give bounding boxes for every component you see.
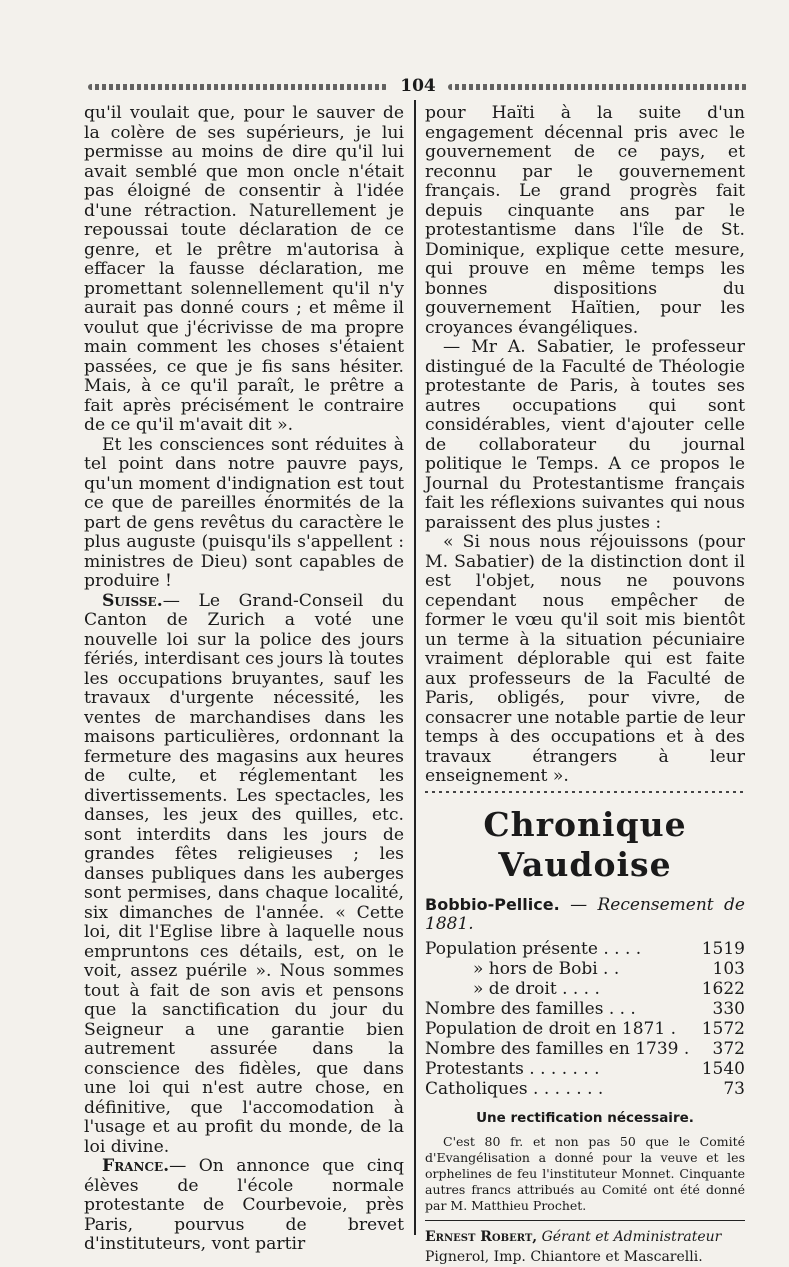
paragraph-haiti: pour Haïti à la suite d'un engagement décennal pris avec le gouvernement de ce pays, et reconnu par le gouvernement français. Le grand progrès fait depuis cinquante ans par le protestantisme dans l'île de St. Dominique, explique cette mesure, qui prouve en même temps les bonnes dispositions du gouvernement Haïtien, pour les croyances évangéliques. [425,103,745,338]
table-row [425,979,745,999]
rectification-text: C'est 80 fr. et non pas 50 que le Comité d'Evangélisation a donné pour la veuve et les orphelines de feu l'instituteur Monnet. Cinquante autres francs attribués au Comité ont été donné par M. Matthieu Prochet. [425,1134,745,1213]
census-value: 1519 [701,938,745,959]
suisse-text: — Le Grand-Conseil du Canton de Zurich a voté une nouvelle loi sur la police des jours fériés, interdisant ces jours là toutes les occupations bruyantes, sauf les travaux d'urgente nécessité, les ventes de marchandises dans les maisons particulières, ordonnant la fermeture des magasins aux heures de culte, et réglementant les divertissements. Les spectacles, les danses, les jeux des quilles, etc. sont interdits dans les jours de grandes fêtes religieuses ; les danses publiques dans les auberges sont permises, dans chaque localité, six dimanches de l'année. « Cette loi, dit l'Eglise libre à laquelle nous empruntons ces détails, est, on le voit, assez puérile ». Nous sommes tout à fait de son avis et pensons que la sanctification du jour du Seigneur a une garantie bien autrement assurée dans la conscience des fidèles, que dans une loi qui n'est autre chose, en définitive, que l'accomodation à l'usage et au profit du monde, de la loi divine. [84,590,404,1157]
paragraph-consciences: Et les consciences sont réduites à tel point dans notre pauvre pays, qu'un moment d'indignation est tout ce que de pareilles énormités de la part de gens revêtus du caractère le plus auguste (puisqu'ils s'appellent : ministres de Dieu) sont capables de produire ! [84,434,404,591]
france-text: — On annonce que cinq élèves de l'école normale protestante de Courbevoie, près Paris, pourvus de brevet d'instituteurs, vont partir [84,1156,404,1254]
census-label: » hors de Bobi . . [473,958,620,979]
section-lead-suisse: Suisse. [102,590,163,611]
census-caption: — Recensement de 1881. [425,894,745,934]
imprint-rule [425,1220,745,1221]
table-row [425,1059,745,1079]
census-value: 372 [712,1038,745,1059]
census-value: 1540 [701,1058,745,1079]
page-number: 104 [400,76,436,96]
paragraph-sabatier: — Mr A. Sabatier, le professeur distingué de la Faculté de Théologie protestante de Paris, à toutes ses autres occupations qui sont considérables, vient d'ajouter celle de collaborateur du journal politique le Temps. A ce propos le Journal du Protestantisme français fait les réflexions suivantes qui nous paraissent des plus justes : [425,337,745,533]
chronique-title: Chronique Vaudoise [483,804,687,884]
section-separator [425,791,745,793]
section-lead-france: France. [102,1156,170,1176]
census-value: 330 [712,998,745,1019]
census-label: Population de droit en 1871 . [425,1018,676,1039]
page-header [88,76,748,98]
left-column [84,104,404,1255]
imprint-role: Gérant et Administrateur [541,1229,722,1245]
census-value: 1572 [701,1018,745,1039]
imprint-name: Ernest Robert, [425,1229,538,1245]
right-column [425,104,745,1267]
census-label: Population présente . . . . [425,938,642,959]
census-place: Bobbio-Pellice. [425,894,560,914]
table-row [425,939,745,959]
census-label: Catholiques . . . . . . . [425,1078,604,1099]
census-value: 1622 [701,978,745,999]
rectification-title: Une rectification nécessaire. [476,1109,694,1126]
header-ornament-right [448,84,748,90]
table-row [425,1039,745,1059]
imprint-printer: Pignerol, Imp. Chiantore et Mascarelli. [425,1249,703,1265]
census-value: 73 [723,1078,745,1099]
table-row [425,1019,745,1039]
census-label: Nombre des familles . . . [425,998,636,1019]
table-row [425,959,745,979]
paragraph-suisse [84,592,404,1158]
table-row [425,1079,745,1099]
imprint [425,1227,745,1247]
census-table [425,939,745,1099]
paragraph-continuation: qu'il voulait que, pour le sauver de la colère de ses supérieurs, je lui permisse au moins de dire qu'il lui avait semblé que mon oncle n'était pas éloigné de consentir à l'idée d'une rétraction. Naturellement je repoussai toute déclaration de ce genre, et le prêtre m'autorisa à effacer la fausse déclaration, me promettant solennellement qu'il n'y aurait pas donné cours ; et même il voulut que j'écrivisse de ma propre main comment les choses s'étaient passées, ce que je fis sans hésiter. Mais, à ce qu'il paraît, le prêtre a fait après précisément le contraire de ce qu'il m'avait dit ». [84,103,404,435]
census-heading [425,895,745,935]
census-label: » de droit . . . . [473,978,600,999]
census-label: Nombre des familles en 1739 . [425,1038,690,1059]
census-label: Protestants . . . . . . . [425,1058,600,1079]
paragraph-quote: « Si nous nous réjouissons (pour M. Sabatier) de la distinction dont il est l'objet, nous ne pouvons cependant nous empêcher de former le vœu qu'il soit mis bientôt un terme à la situation pécuniaire vraiment déplorable qui est faite aux professeurs de la Faculté de Paris, obligés, pour vivre, de consacrer une notable partie de leur temps à des occupations et à des travaux étrangers à leur enseignement ». [425,532,745,786]
table-row [425,999,745,1019]
census-value: 103 [712,958,745,979]
column-divider [414,100,416,1235]
